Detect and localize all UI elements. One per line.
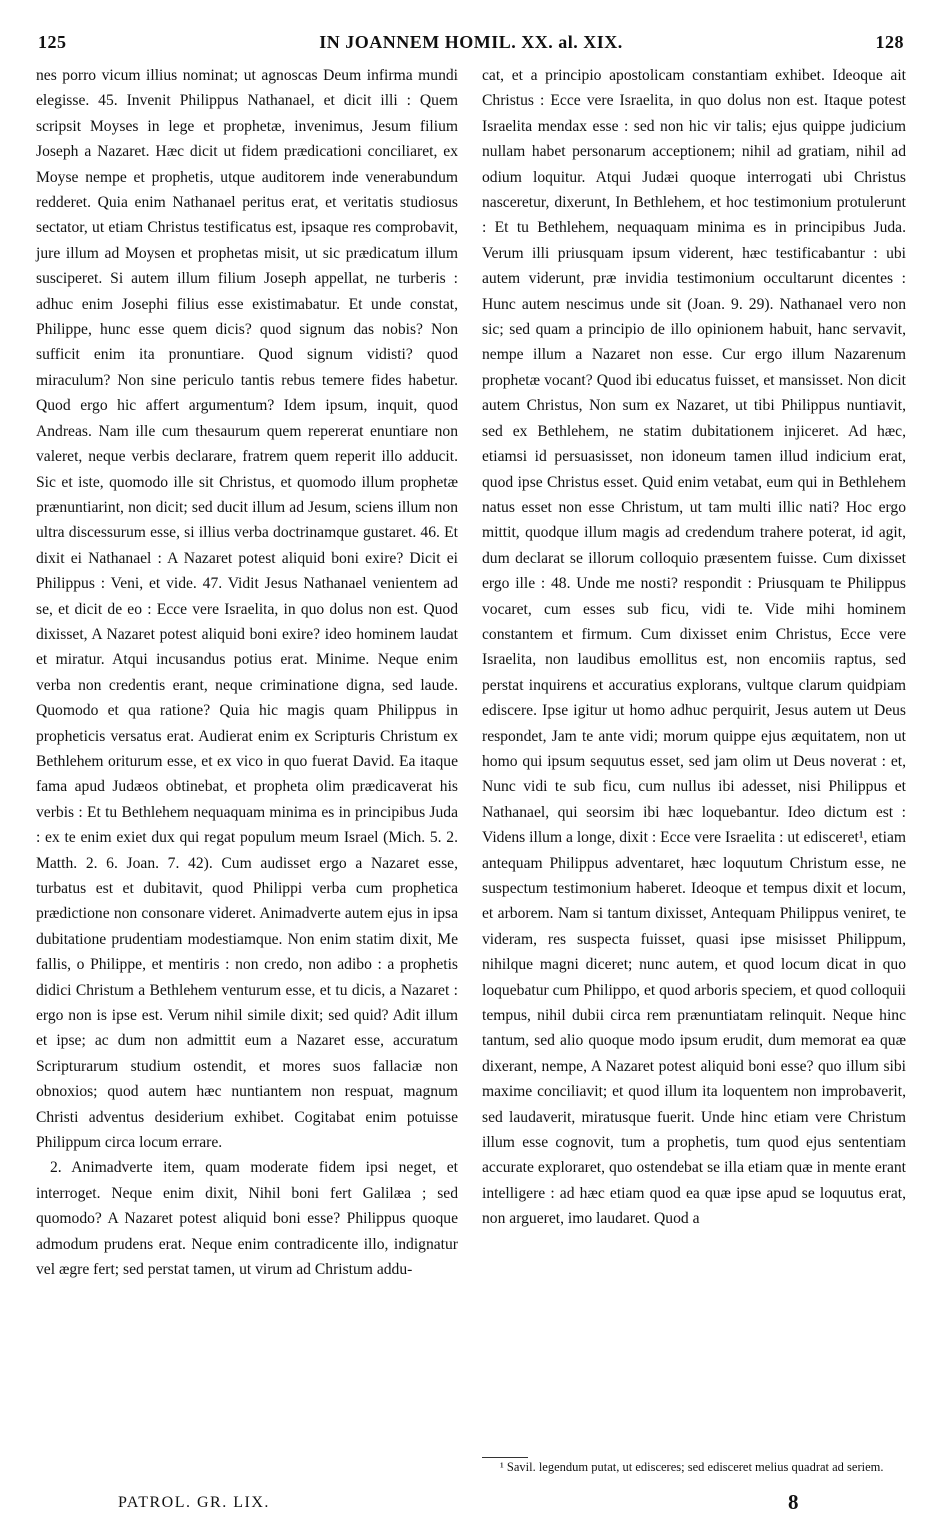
- footnote-divider: [482, 1457, 528, 1458]
- left-paragraph-1: nes porro vicum illius nominat; ut agnoscas Deum infirma mundi elegisse. 45. Invenit Philippus Nathanael, et dicit illi : Quem scripsit Moyses in lege et prophetæ, invenimus, Jesum filium Joseph a Nazaret. Hæc dicit ut fidem prædicationi conciliaret, ex Moyse nempe et prophetis, utque auditorem inde venerabundum redderet. Quia enim Nathanael peritus erat, et veritatis studiosus sectator, ut etiam Christus testificatus est, ipsaque res comprobavit, jure illum ad Moysen et prophetas misit, ut sic prædicatum illum susciperet. Si autem illum filium Joseph appellat, ne turberis : adhuc enim Josephi filius esse existimabatur. Et unde constat, Philippe, hunc esse quem dicis? quod signum das nobis? Non sufficit enim ita pronuntiare. Quod signum vidisti? quod miraculum? Non sine periculo tantis rebus temere fides habetur. Quod ergo hic affert argumentum? Idem ipsum, inquit, quod Andreas. Nam ille cum thesaurum quem repererat enuntiare non valeret, neque verbis declarare, fratrem quem reperit illo adducit. Sic et iste, quomodo ille sit Christus, et quomodo illum prophetæ prænuntiarint, non dicit; sed ducit illum ad Jesum, sciens illum non ultra discessurum esse, si illius verba doctrinamque gustaret. 46. Et dixit ei Nathanael : A Nazaret potest aliquid boni exire? Dicit ei Philippus : Veni, et vide. 47. Vidit Jesus Nathanael venientem ad se, et dicit de eo : Ecce vere Israelita, in quo dolus non est. Quod dixisset, A Nazaret potest aliquid boni exire? ideo hominem laudat et miratur. Atqui incusandus potius erat. Minime. Neque enim verba non credentis erant, neque criminatione digna, sed laude. Quomodo et qua ratione? Quia hic magis quam Philippus in propheticis versatus erat. Audierat enim ex Scripturis Christum ex Bethlehem oriturum esse, et ex vico in quo fuerat David. Ea itaque fama apud Judæos obtinebat, et propheta olim prædicaverat his verbis : Et tu Bethlehem nequaquam minima es in principibus Juda : ex te enim exiet dux qui regat populum meum Israel (Mich. 5. 2. Matth. 2. 6. Joan. 7. 42). Cum audisset ergo a Nazaret esse, turbatus est et dubitavit, quod Philippi verba cum prophetica prædictione non consonare videret. Animadverte autem ejus in ipsa dubitatione prudentiam modestiamque. Non enim statim dixit, Me fallis, o Philippe, et mentiris : non credo, non adibo : a prophetis didici Christum a Bethlehem venturum esse, et tu dicis, a Nazaret : ergo non is ipse est. Verum nihil simile dixit; sed quid? Adit illum et ipse; ac dum non admittit eum a Nazaret esse, accuratum Scripturarum studium ostendit, et mores suos fallaciæ non obnoxios; quod autem hæc nuntiantem non respuat, magnum Christi adventus desiderium exhibet. Cogitabat enim potuisse Philippum circa locum errare.: [36, 67, 458, 1152]
- signature-mark: 8: [788, 1490, 799, 1514]
- right-paragraph-1: cat, et a principio apostolicam constantiam exhibet. Ideoque ait Christus : Ecce vere Israelita, in quo dolus non est. Itaque potest Israelita mendax esse : sed non hic vir talis; ejus quippe judicium nullam habet personarum acceptionem; nihil ad gratiam, nihil ad odium loquitur. Atqui Judæi quoque interrogati ubi Christus nasceretur, dixerunt, In Bethlehem, et hoc testimonium protulerunt : Et tu Bethlehem, nequaquam minima es in principibus Juda. Verum illi priusquam ipsum viderent, hæc testificabantur : ubi autem viderunt, præ invidia testimonium occultarunt dicentes : Hunc autem nescimus unde sit (Joan. 9. 29). Nathanael vero non sic; sed quam a principio de illo opinionem habuit, hanc servavit, nempe illum a Nazaret non esse. Cur ergo illum Nazarenum prophetæ vocant? Quod ibi educatus fuisset, et mansisset. Non dicit autem Christus, Non sum ex Nazaret, ut tibi Philippus nuntiavit, sed ex Bethlehem, ne statim dubitationem injiceret. Ad hæc, etiamsi id persuasisset, non idoneum tamen illud indicium erat, quod ipse Christus esset. Quid enim vetabat, eum qui in Bethlehem natus esset non esse Christum, ut tam multi illic nati? Hoc ergo mittit, quodque illum magis ad credendum trahere poterat, id agit, dum declarat se illorum colloquio præsentem fuisse. Cum dixisset ergo ille : 48. Unde me nosti? respondit : Priusquam te Philippus vocaret, cum esses sub ficu, vidi te. Vide mihi hominem constantem et firmum. Cum dixisset enim Christus, Ecce vere Israelita, non laudibus emollitus est, non encomiis raptus, sed perstat inquirens et accuratius explorans, vultque clarum quidpiam ediscere. Ipse igitur ut homo adhuc perquirit, Jesus autem ut Deus respondet, Jam te ante vidi; morum quippe ejus æquitatem, non ut homo qui ipsum sequutus esset, sed jam olim ut Deus noverat : et, Nunc vidi te sub ficu, cum nullus ibi adesset, nisi Philippus et Nathanael, qui seorsim ibi hæc loquebantur. Ideo dictum est : Videns illum a longe, dixit : Ecce vere Israelita : ut edisceret¹, etiam antequam Philippus adventaret, hæc loquutum Christum esse, ne suspectum testimonium haberet. Ideoque et tempus dixit et locum, et arborem. Nam si tantum dixisset, Antequam Philippus veniret, te videram, res suspecta fuisset, quasi ipse misisset Philippum, nihilque magni diceret; nunc autem, et quod locum dicat in quo loquebatur cum Philippo, et quod arboris speciem, et quod colloquii tempus, nihil dubii circa rem prænuntiatam relinquit. Neque hinc tantum, sed alio quoque modo ipsum erudit, dum memorat ea quæ dixerant, nempe, A Nazaret potest aliquid boni esse? quo illum sibi maxime conciliavit; et quod illum ita loquentem non improbaverit, sed laudaverit, miratusque fuerit. Unde hinc etiam vere Christum illum esse cognovit, tum a prophetis, tum quod ejus sententiam accurate exploraret, quo ostendebat se illa etiam quæ in mente erant intelligere : ad hæc etiam quod ea quæ ipse apud se loquutus erat, non argueret, imo laudaret. Quod a: [482, 67, 906, 1228]
- left-column: [36, 63, 458, 1283]
- series-footer: PATROL. GR. LIX.: [118, 1494, 270, 1511]
- page-number-left: 125: [38, 32, 67, 52]
- left-paragraph-2: 2. Animadverte item, quam moderate fidem ipsi neget, et interroget. Neque enim dixit, Nihil boni fert Galilæa ; sed quomodo? A Nazaret potest aliquid boni esse? Philippus quoque admodum prudens erat. Neque enim contradicente illo, indignatur vel ægre fert; sed perstat tamen, ut virum ad Christum addu-: [36, 1159, 458, 1279]
- page-number-right: 128: [875, 32, 904, 52]
- footnote: ¹ Savil. legendum putat, ut edisceres; sed edisceret melius quadrat ad seriem.: [500, 1460, 884, 1474]
- running-title: IN JOANNEM HOMIL. XX. al. XIX.: [319, 32, 623, 52]
- right-column: [482, 63, 906, 1232]
